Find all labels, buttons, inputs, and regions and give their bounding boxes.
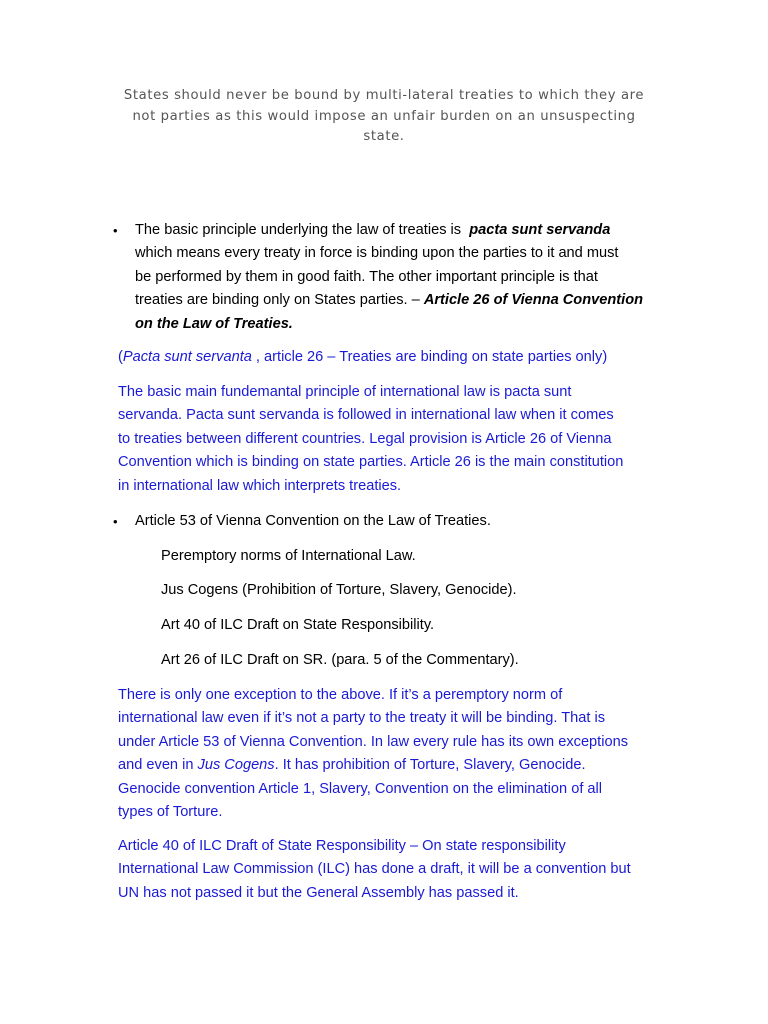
- paragraph-line: There is only one exception to the above. If it’s a peremptory norm of: [118, 687, 563, 703]
- sub-item: Peremptory norms of International Law.: [161, 548, 416, 564]
- paragraph-line: to treaties between different countries. Legal provision is Article 26 of Vienna: [118, 430, 612, 447]
- annotation-paragraph-1: [118, 381, 658, 498]
- heading-line: not parties as this would impose an unfair burden on an unsuspecting: [132, 108, 636, 124]
- paragraph-line: international law even if it’s not a party to the treaty it will be binding. That is: [118, 710, 605, 727]
- paragraph-line: under Article 53 of Vienna Convention. In law every rule has its own exceptions: [118, 733, 628, 750]
- paragraph-line: International Law Commission (ILC) has done a draft, it will be a convention but: [118, 861, 631, 878]
- page-heading: [118, 86, 650, 148]
- emphasis-text: pacta sunt servanda: [469, 222, 611, 238]
- paragraph-line: in international law which interprets treaties.: [118, 477, 402, 494]
- bullet-text-line: treaties are binding only on States parties. –: [135, 292, 420, 309]
- paragraph-line: Article 40 of ILC Draft of State Responsibility – On state responsibility: [118, 838, 566, 854]
- sub-item: Jus Cogens (Prohibition of Torture, Slavery, Genocide).: [161, 582, 517, 598]
- annotation-paragraph-3: [118, 835, 658, 905]
- sub-item: Art 26 of ILC Draft on SR. (para. 5 of the Commentary).: [161, 652, 519, 668]
- emphasis-text: on the Law of Treaties.: [135, 315, 293, 332]
- note-rest: , article 26 – Treaties are binding on state parties only): [251, 349, 608, 365]
- bullet-text: Article 53 of Vienna Convention on the Law of Treaties.: [135, 513, 491, 529]
- bullet-marker: •: [113, 514, 118, 529]
- note-line: [118, 346, 658, 369]
- paragraph-line: and even in: [118, 757, 198, 774]
- heading-line: state.: [363, 129, 405, 144]
- italic-text: Jus Cogens: [197, 757, 275, 774]
- bullet-text-line: which means every treaty in force is binding upon the parties to it and must: [135, 245, 619, 262]
- bullet-text-line: The basic principle underlying the law of treaties is: [135, 222, 462, 238]
- note-italic: Pacta sunt servanta: [122, 349, 252, 365]
- paragraph-line: . It has prohibition of Torture, Slavery, Genocide.: [274, 757, 586, 774]
- paragraph-line: The basic main fundemantal principle of international law is pacta sunt: [118, 384, 572, 400]
- heading-line: States should never be bound by multi-lateral treaties to which they are: [123, 88, 645, 103]
- paragraph-line: servanda. Pacta sunt servanda is followed in international law when it comes: [118, 407, 614, 424]
- emphasis-text: Article 26 of Vienna Convention: [423, 292, 644, 309]
- paragraph-line: types of Torture.: [118, 804, 223, 821]
- bullet-text-line: be performed by them in good faith. The other important principle is that: [135, 268, 598, 285]
- paragraph-line: Genocide convention Article 1, Slavery, Convention on the elimination of all: [118, 780, 603, 797]
- note-open-paren: (: [118, 349, 123, 365]
- annotation-paragraph-2: [118, 684, 658, 824]
- bullet-marker: •: [113, 223, 118, 238]
- sub-item: Art 40 of ILC Draft on State Responsibility.: [161, 617, 435, 633]
- paragraph-line: Convention which is binding on state parties. Article 26 is the main constitution: [118, 454, 624, 471]
- paragraph-line: UN has not passed it but the General Assembly has passed it.: [118, 884, 519, 901]
- bullet-text: [135, 219, 675, 336]
